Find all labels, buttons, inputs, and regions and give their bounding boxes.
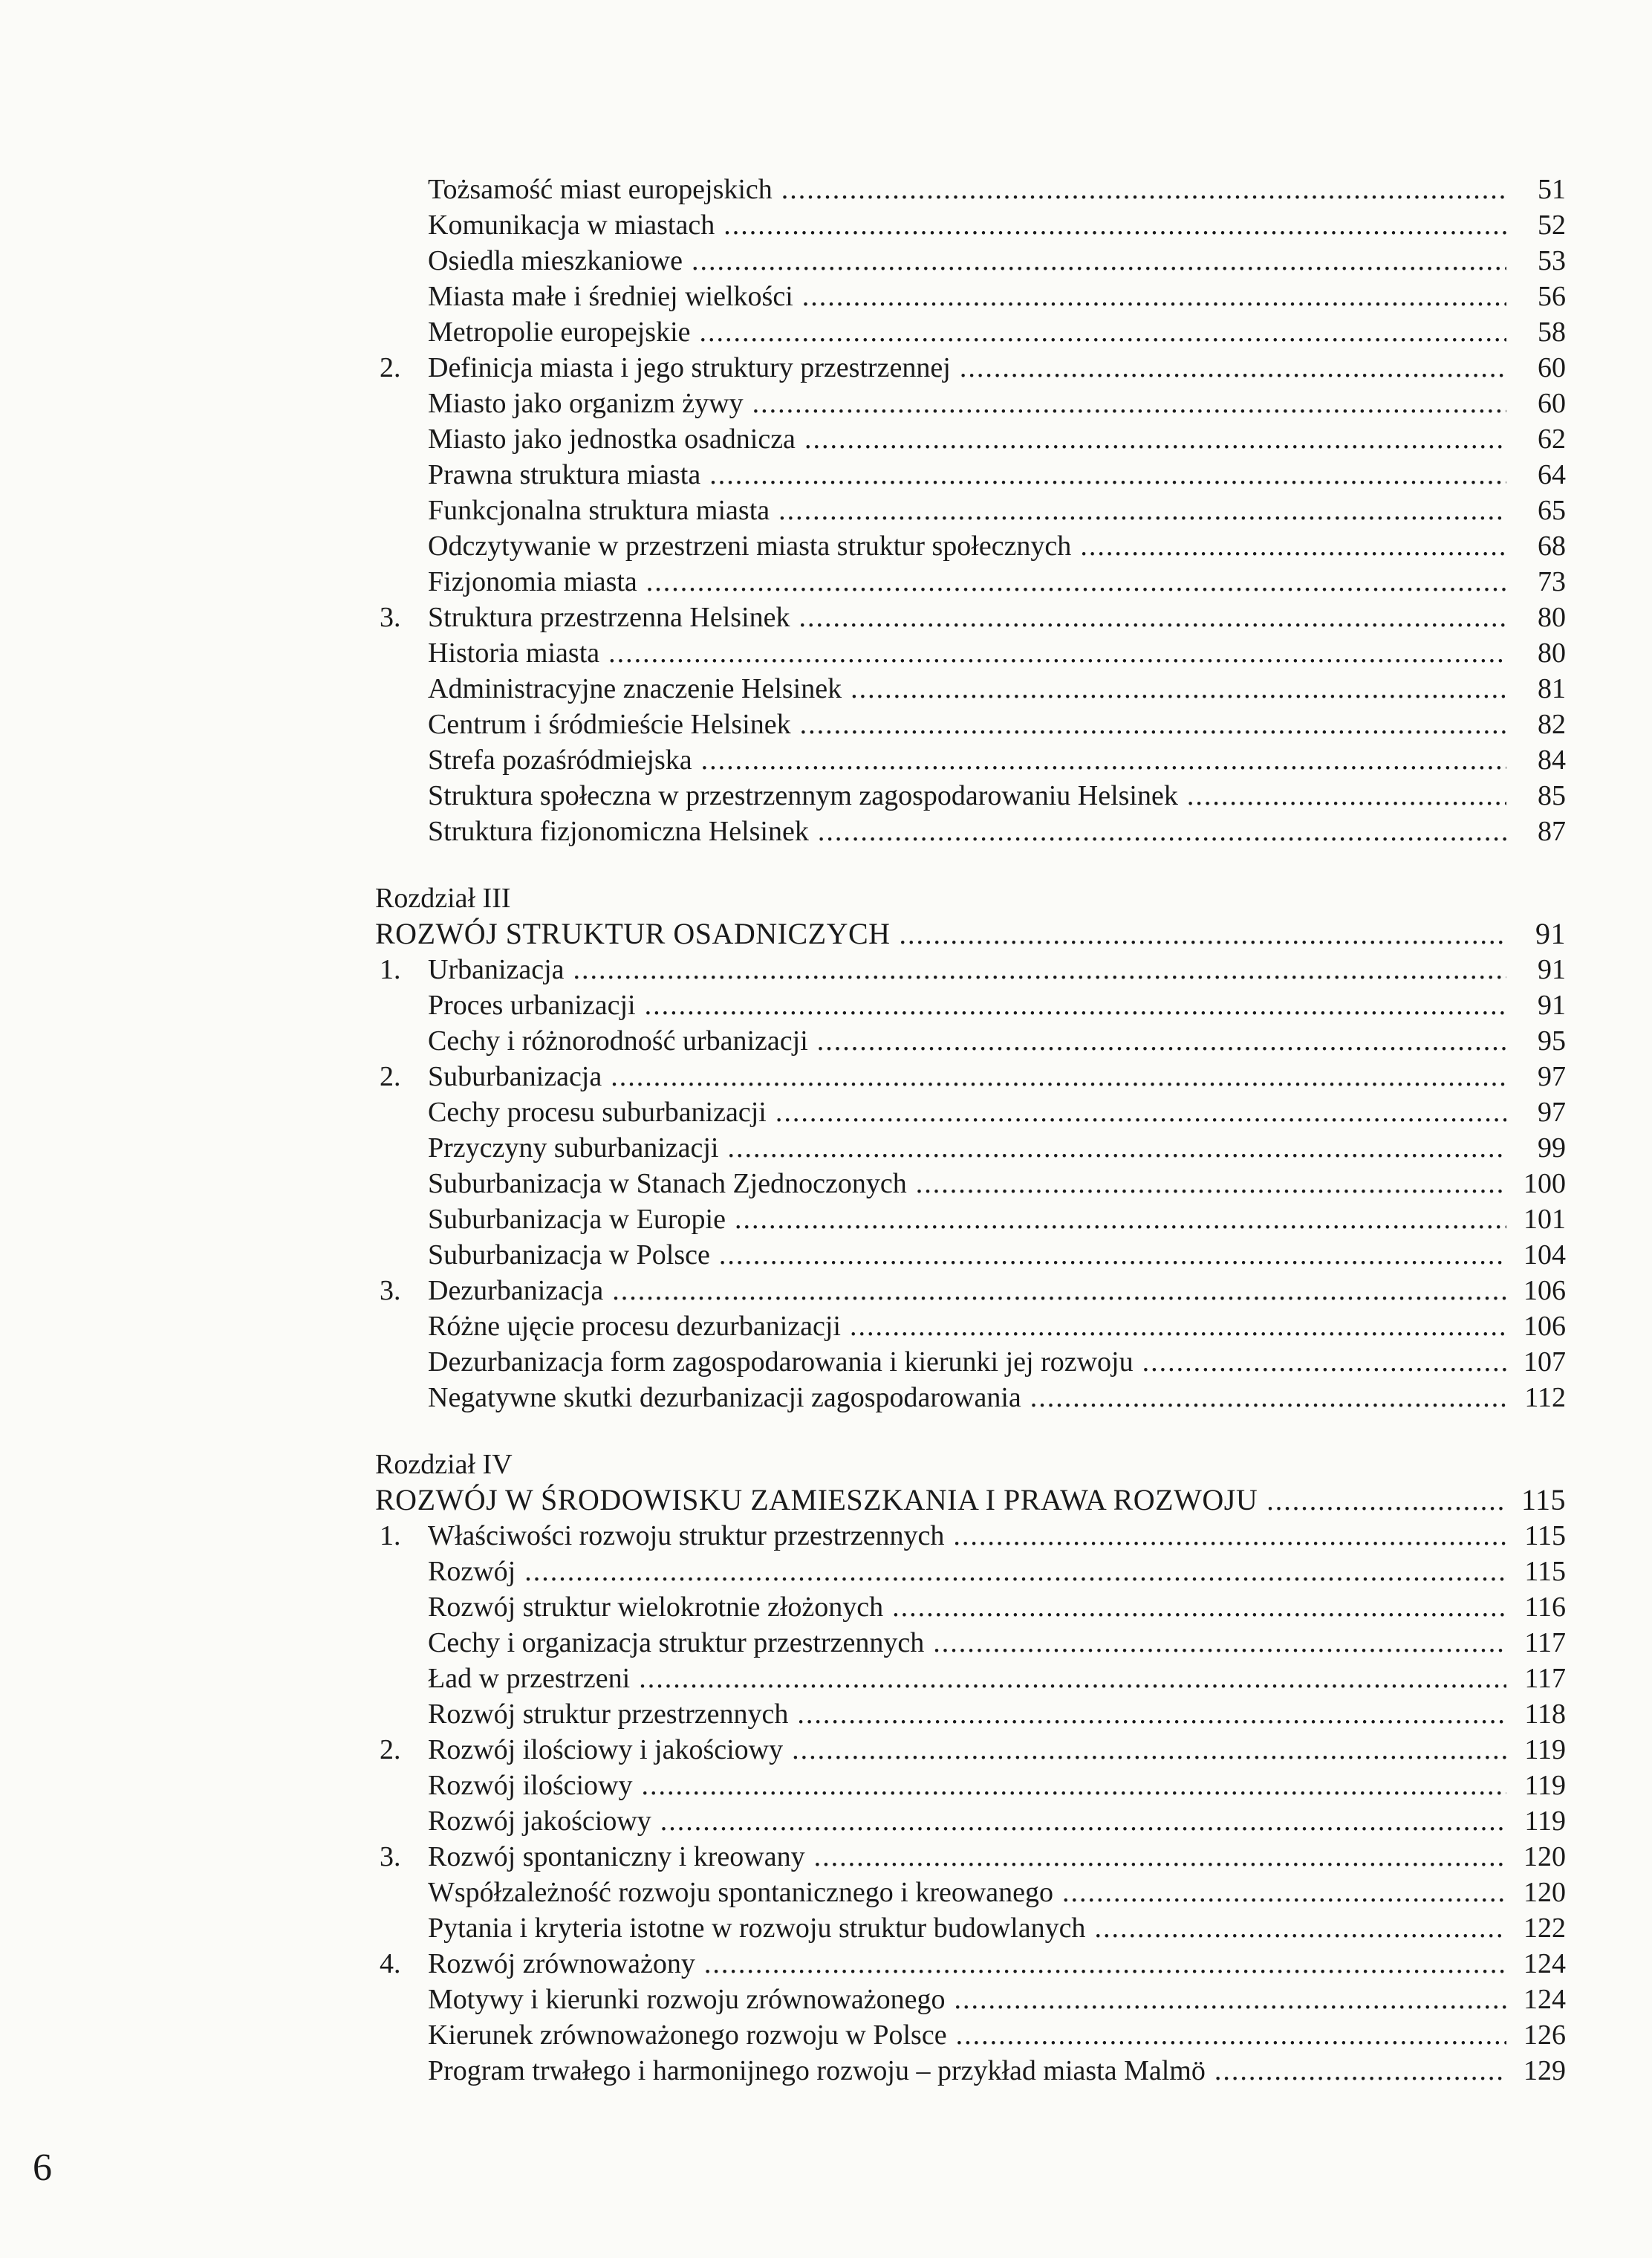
entry-title: Strefa pozaśródmiejska bbox=[428, 744, 692, 776]
entry-page-number: 62 bbox=[1538, 424, 1566, 455]
entry-title: Motywy i kierunki rozwoju zrównoważonego bbox=[428, 1984, 946, 2015]
entry-page-number: 97 bbox=[1538, 1097, 1566, 1128]
toc-entry bbox=[375, 916, 1566, 952]
entry-page-number: 115 bbox=[1524, 1520, 1566, 1551]
toc-entry bbox=[375, 1130, 1566, 1166]
entry-page-number: 124 bbox=[1523, 1948, 1566, 1979]
dot-leader bbox=[573, 952, 1506, 987]
dot-leader bbox=[723, 207, 1506, 243]
dot-leader bbox=[802, 279, 1506, 314]
entry-title: Negatywne skutki dezurbanizacji zagospodarowania bbox=[428, 1382, 1021, 1413]
toc-entry-numbered bbox=[375, 350, 1566, 386]
dot-leader bbox=[953, 1518, 1506, 1554]
entry-page-number: 51 bbox=[1538, 174, 1566, 205]
entry-title: Suburbanizacja w Stanach Zjednoczonych bbox=[428, 1168, 907, 1199]
toc-entry bbox=[375, 1554, 1566, 1589]
toc-entry bbox=[375, 314, 1566, 350]
entry-page-number: 99 bbox=[1538, 1132, 1566, 1164]
toc-entry-numbered bbox=[375, 1732, 1566, 1768]
toc-entry bbox=[375, 1910, 1566, 1946]
toc-entry bbox=[375, 172, 1566, 207]
entry-number: 2. bbox=[380, 352, 401, 383]
entry-title: Współzależność rozwoju spontanicznego i kreowanego bbox=[428, 1877, 1054, 1908]
entry-page-number: 112 bbox=[1524, 1382, 1566, 1413]
entry-title: Administracyjne znaczenie Helsinek bbox=[428, 673, 842, 704]
entry-title: Cechy procesu suburbanizacji bbox=[428, 1097, 767, 1128]
entry-number: 2. bbox=[380, 1734, 401, 1765]
toc-entry bbox=[375, 243, 1566, 279]
entry-page-number: 106 bbox=[1523, 1311, 1566, 1342]
entry-page-number: 87 bbox=[1538, 816, 1566, 847]
dot-leader bbox=[775, 1094, 1506, 1130]
dot-leader bbox=[735, 1201, 1506, 1237]
entry-title: Dezurbanizacja form zagospodarowania i kierunki jej rozwoju bbox=[428, 1346, 1134, 1378]
dot-leader bbox=[608, 635, 1506, 671]
toc-entry bbox=[375, 1625, 1566, 1661]
entry-title: Cechy i różnorodność urbanizacji bbox=[428, 1025, 808, 1057]
entry-page-number: 95 bbox=[1538, 1025, 1566, 1057]
toc-entry bbox=[375, 528, 1566, 564]
entry-page-number: 84 bbox=[1538, 744, 1566, 776]
entry-title: Urbanizacja bbox=[428, 954, 565, 985]
entry-page-number: 80 bbox=[1538, 602, 1566, 633]
entry-title: Różne ujęcie procesu dezurbanizacji bbox=[428, 1311, 841, 1342]
entry-page-number: 91 bbox=[1538, 990, 1566, 1021]
entry-page-number: 60 bbox=[1538, 352, 1566, 383]
toc-entry bbox=[375, 707, 1566, 742]
entry-page-number: 56 bbox=[1538, 281, 1566, 312]
entry-title: Miasto jako organizm żywy bbox=[428, 388, 744, 419]
dot-leader bbox=[1142, 1344, 1506, 1380]
entry-title: Rozwój bbox=[428, 1556, 516, 1587]
entry-title: Metropolie europejskie bbox=[428, 317, 691, 348]
entry-title: Proces urbanizacji bbox=[428, 990, 636, 1021]
dot-leader bbox=[692, 243, 1506, 279]
entry-page-number: 119 bbox=[1524, 1734, 1566, 1765]
entry-page-number: 119 bbox=[1524, 1806, 1566, 1837]
entry-page-number: 68 bbox=[1538, 531, 1566, 562]
dot-leader bbox=[797, 1696, 1506, 1732]
dot-leader bbox=[817, 1023, 1506, 1059]
entry-title: Suburbanizacja bbox=[428, 1061, 602, 1092]
dot-leader bbox=[611, 1059, 1506, 1094]
entry-title: Ład w przestrzeni bbox=[428, 1663, 631, 1694]
entry-title: Rozwój struktur przestrzennych bbox=[428, 1699, 789, 1730]
table-of-contents bbox=[375, 172, 1566, 2089]
toc-entry bbox=[375, 1589, 1566, 1625]
entry-page-number: 91 bbox=[1535, 917, 1566, 950]
toc-entry bbox=[375, 1380, 1566, 1415]
toc-entry bbox=[375, 1482, 1566, 1518]
dot-leader bbox=[781, 172, 1506, 207]
entry-title: Odczytywanie w przestrzeni miasta struktur społecznych bbox=[428, 531, 1072, 562]
chapter-label: Rozdział IV bbox=[375, 1449, 513, 1480]
dot-leader bbox=[1080, 528, 1506, 564]
entry-page-number: 120 bbox=[1523, 1841, 1566, 1872]
dot-leader bbox=[956, 2017, 1506, 2053]
toc-entry bbox=[375, 1237, 1566, 1273]
entry-title: Przyczyny suburbanizacji bbox=[428, 1132, 719, 1164]
entry-title: Struktura przestrzenna Helsinek bbox=[428, 602, 790, 633]
toc-entry bbox=[375, 1696, 1566, 1732]
entry-page-number: 100 bbox=[1523, 1168, 1566, 1199]
entry-page-number: 53 bbox=[1538, 245, 1566, 276]
dot-leader bbox=[850, 1308, 1506, 1344]
toc-entry bbox=[375, 987, 1566, 1023]
toc-entry-numbered bbox=[375, 1273, 1566, 1308]
dot-leader bbox=[612, 1273, 1506, 1308]
folio-page-number: 6 bbox=[33, 2147, 52, 2189]
dot-leader bbox=[1266, 1483, 1506, 1519]
dot-leader bbox=[851, 671, 1506, 707]
toc-entry bbox=[375, 1803, 1566, 1839]
entry-title: Właściwości rozwoju struktur przestrzennych bbox=[428, 1520, 945, 1551]
entry-title: Rozwój struktur wielokrotnie złożonych bbox=[428, 1592, 884, 1623]
chapter-label: Rozdział III bbox=[375, 883, 511, 914]
entry-page-number: 64 bbox=[1538, 459, 1566, 490]
entry-title: Rozwój ilościowy bbox=[428, 1770, 633, 1801]
entry-title: Definicja miasta i jego struktury przestrzennej bbox=[428, 352, 951, 383]
entry-title: Prawna struktura miasta bbox=[428, 459, 701, 490]
toc-entry bbox=[375, 814, 1566, 849]
entry-title: Centrum i śródmieście Helsinek bbox=[428, 709, 791, 740]
dot-leader bbox=[639, 1661, 1506, 1696]
dot-leader bbox=[800, 707, 1506, 742]
toc-entry bbox=[375, 635, 1566, 671]
toc-entry-numbered bbox=[375, 1059, 1566, 1094]
entry-title: Rozwój ilościowy i jakościowy bbox=[428, 1734, 784, 1765]
dot-leader bbox=[645, 987, 1506, 1023]
toc-entry-numbered bbox=[375, 1518, 1566, 1554]
dot-leader bbox=[641, 1768, 1506, 1803]
dot-leader bbox=[660, 1803, 1506, 1839]
entry-title: Suburbanizacja w Polsce bbox=[428, 1239, 710, 1271]
dot-leader bbox=[916, 1166, 1506, 1201]
dot-leader bbox=[892, 1589, 1506, 1625]
entry-page-number: 106 bbox=[1523, 1275, 1566, 1306]
entry-title: Cechy i organizacja struktur przestrzennych bbox=[428, 1627, 925, 1658]
entry-title: Rozwój zrównoważony bbox=[428, 1948, 695, 1979]
dot-leader bbox=[752, 386, 1506, 421]
entry-page-number: 81 bbox=[1538, 673, 1566, 704]
dot-leader bbox=[700, 314, 1506, 350]
toc-entry bbox=[375, 1166, 1566, 1201]
dot-leader bbox=[719, 1237, 1506, 1273]
dot-leader bbox=[1094, 1910, 1506, 1946]
entry-page-number: 85 bbox=[1538, 780, 1566, 811]
toc-entry bbox=[375, 1661, 1566, 1696]
toc-entry-numbered bbox=[375, 1839, 1566, 1875]
dot-leader bbox=[799, 600, 1507, 635]
entry-page-number: 60 bbox=[1538, 388, 1566, 419]
entry-title: Historia miasta bbox=[428, 638, 600, 669]
toc-entry bbox=[375, 2017, 1566, 2053]
entry-page-number: 65 bbox=[1538, 495, 1566, 526]
entry-title: Funkcjonalna struktura miasta bbox=[428, 495, 770, 526]
entry-page-number: 117 bbox=[1524, 1627, 1566, 1658]
entry-title: Kierunek zrównoważonego rozwoju w Polsce bbox=[428, 2019, 947, 2051]
dot-leader bbox=[804, 421, 1506, 457]
entry-page-number: 118 bbox=[1524, 1699, 1566, 1730]
entry-number: 1. bbox=[380, 954, 401, 985]
entry-page-number: 101 bbox=[1523, 1204, 1566, 1235]
dot-leader bbox=[704, 1946, 1506, 1982]
dot-leader bbox=[778, 493, 1506, 528]
toc-entry-numbered bbox=[375, 1946, 1566, 1982]
dot-leader bbox=[709, 457, 1506, 493]
toc-entry bbox=[375, 421, 1566, 457]
entry-page-number: 119 bbox=[1524, 1770, 1566, 1801]
entry-page-number: 104 bbox=[1523, 1239, 1566, 1271]
toc-entry bbox=[375, 386, 1566, 421]
entry-title: Komunikacja w miastach bbox=[428, 210, 715, 241]
dot-leader bbox=[1187, 778, 1506, 814]
dot-leader bbox=[1030, 1380, 1506, 1415]
entry-page-number: 80 bbox=[1538, 638, 1566, 669]
dot-leader bbox=[814, 1839, 1506, 1875]
entry-title: Miasta małe i średniej wielkości bbox=[428, 281, 793, 312]
toc-entry bbox=[375, 1308, 1566, 1344]
dot-leader bbox=[900, 917, 1506, 953]
entry-page-number: 91 bbox=[1538, 954, 1566, 985]
toc-entry bbox=[375, 457, 1566, 493]
entry-number: 3. bbox=[380, 602, 401, 633]
chapter-title: ROZWÓJ W ŚRODOWISKU ZAMIESZKANIA I PRAWA ROZWOJU bbox=[375, 1483, 1258, 1516]
toc-entry bbox=[375, 671, 1566, 707]
entry-number: 4. bbox=[380, 1948, 401, 1979]
toc-entry bbox=[375, 1344, 1566, 1380]
entry-title: Fizjonomia miasta bbox=[428, 566, 637, 597]
toc-entry bbox=[375, 1201, 1566, 1237]
entry-title: Suburbanizacja w Europie bbox=[428, 1204, 726, 1235]
toc-entry bbox=[375, 1875, 1566, 1910]
entry-title: Dezurbanizacja bbox=[428, 1275, 604, 1306]
entry-page-number: 120 bbox=[1523, 1877, 1566, 1908]
chapter-title: ROZWÓJ STRUKTUR OSADNICZYCH bbox=[375, 917, 891, 950]
entry-title: Rozwój spontaniczny i kreowany bbox=[428, 1841, 805, 1872]
entry-page-number: 122 bbox=[1523, 1913, 1566, 1944]
dot-leader bbox=[960, 350, 1506, 386]
dot-leader bbox=[792, 1732, 1506, 1768]
entry-number: 1. bbox=[380, 1520, 401, 1551]
entry-number: 2. bbox=[380, 1061, 401, 1092]
toc-entry bbox=[375, 207, 1566, 243]
toc-entry bbox=[375, 564, 1566, 600]
dot-leader bbox=[1062, 1875, 1506, 1910]
toc-entry bbox=[375, 279, 1566, 314]
entry-page-number: 116 bbox=[1524, 1592, 1566, 1623]
entry-title: Tożsamość miast europejskich bbox=[428, 174, 773, 205]
toc-entry-numbered bbox=[375, 600, 1566, 635]
entry-page-number: 124 bbox=[1523, 1984, 1566, 2015]
entry-page-number: 107 bbox=[1523, 1346, 1566, 1378]
toc-entry bbox=[375, 1768, 1566, 1803]
toc-entry bbox=[375, 2053, 1566, 2089]
dot-leader bbox=[933, 1625, 1506, 1661]
entry-title: Osiedla mieszkaniowe bbox=[428, 245, 683, 276]
dot-leader bbox=[1214, 2053, 1506, 2089]
entry-page-number: 97 bbox=[1538, 1061, 1566, 1092]
entry-page-number: 73 bbox=[1538, 566, 1566, 597]
dot-leader bbox=[955, 1982, 1506, 2017]
entry-page-number: 126 bbox=[1523, 2019, 1566, 2051]
entry-title: Miasto jako jednostka osadnicza bbox=[428, 424, 796, 455]
toc-entry bbox=[375, 742, 1566, 778]
entry-page-number: 82 bbox=[1538, 709, 1566, 740]
entry-number: 3. bbox=[380, 1275, 401, 1306]
toc-entry bbox=[375, 1023, 1566, 1059]
dot-leader bbox=[818, 814, 1506, 849]
dot-leader bbox=[524, 1554, 1506, 1589]
entry-page-number: 58 bbox=[1538, 317, 1566, 348]
dot-leader bbox=[646, 564, 1506, 600]
entry-page-number: 115 bbox=[1521, 1483, 1566, 1516]
entry-page-number: 52 bbox=[1538, 210, 1566, 241]
dot-leader bbox=[701, 742, 1506, 778]
toc-entry bbox=[375, 1094, 1566, 1130]
toc-entry bbox=[375, 1982, 1566, 2017]
entry-number: 3. bbox=[380, 1841, 401, 1872]
toc-entry bbox=[375, 778, 1566, 814]
entry-title: Program trwałego i harmonijnego rozwoju – przykład miasta Malmö bbox=[428, 2055, 1206, 2086]
entry-page-number: 117 bbox=[1524, 1663, 1566, 1694]
entry-title: Rozwój jakościowy bbox=[428, 1806, 651, 1837]
entry-title: Struktura społeczna w przestrzennym zagospodarowaniu Helsinek bbox=[428, 780, 1178, 811]
dot-leader bbox=[727, 1130, 1506, 1166]
entry-title: Struktura fizjonomiczna Helsinek bbox=[428, 816, 809, 847]
entry-title: Pytania i kryteria istotne w rozwoju struktur budowlanych bbox=[428, 1913, 1086, 1944]
entry-page-number: 129 bbox=[1523, 2055, 1566, 2086]
entry-page-number: 115 bbox=[1524, 1556, 1566, 1587]
toc-entry-numbered bbox=[375, 952, 1566, 987]
toc-entry bbox=[375, 493, 1566, 528]
